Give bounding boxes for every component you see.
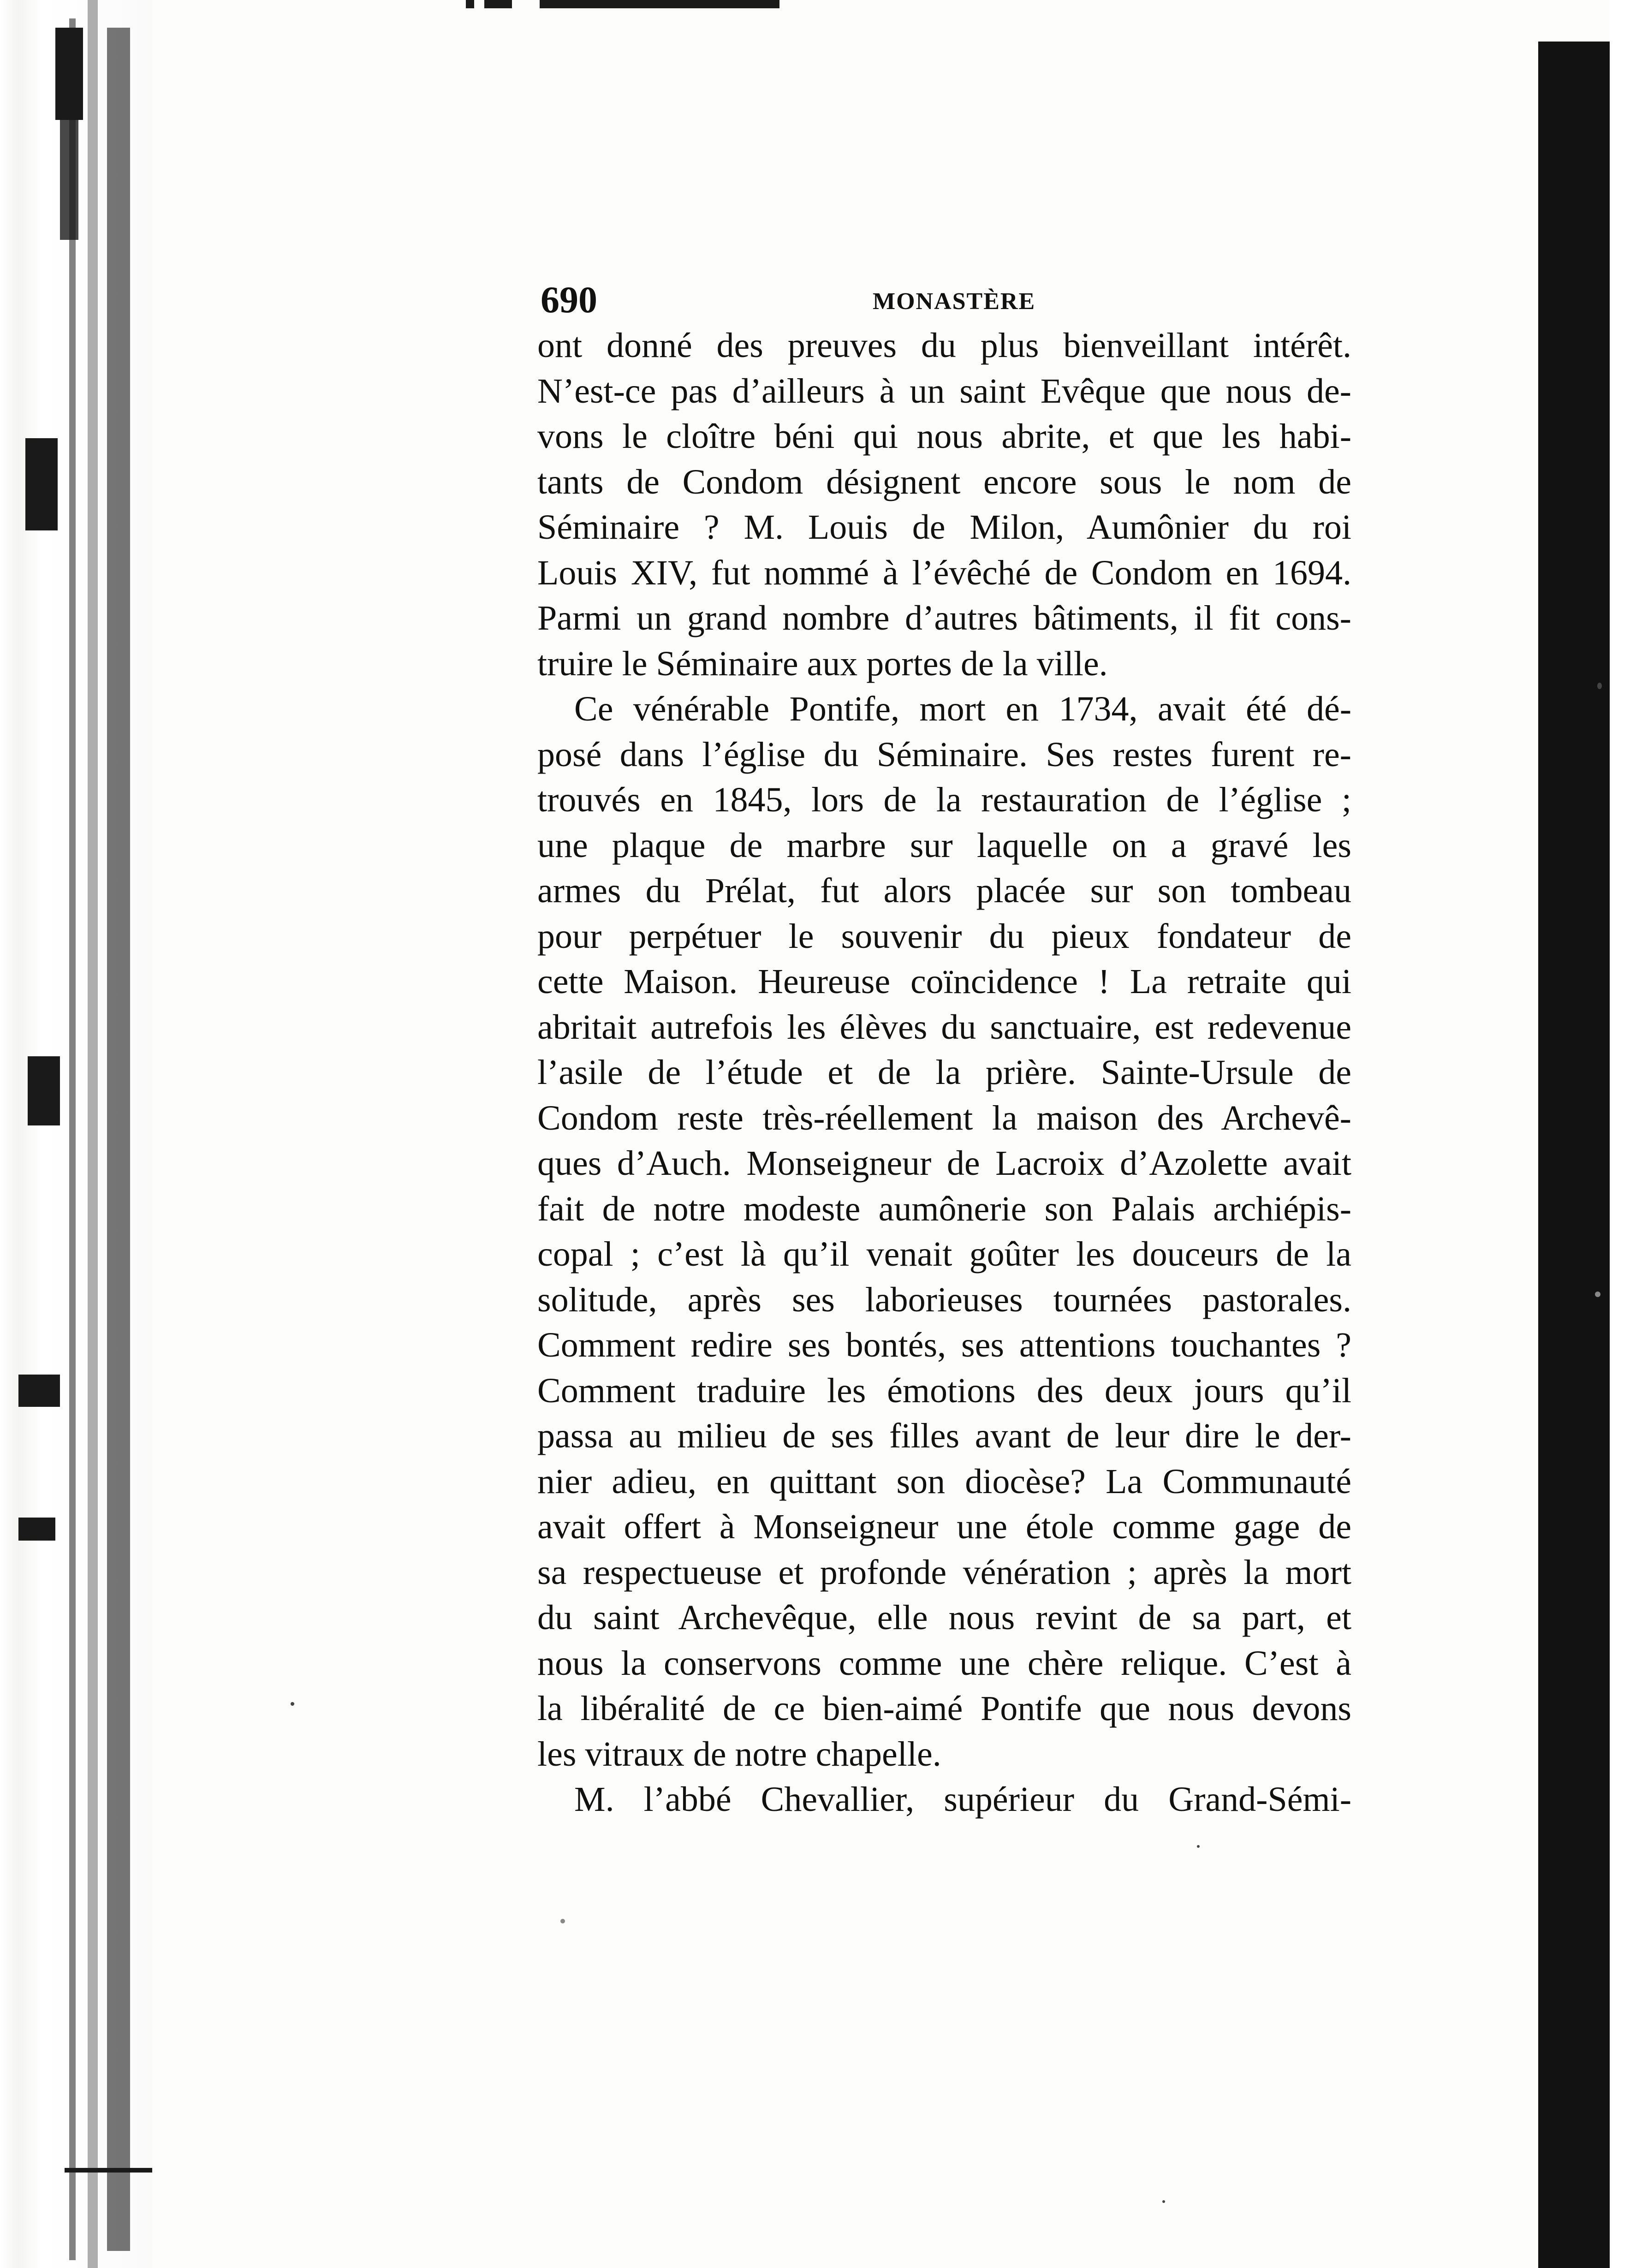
text-line: trouvés en 1845, lors de la restauration de l’église ; xyxy=(537,780,1351,819)
gutter-block xyxy=(65,2168,152,2173)
text-line: l’asile de l’étude et de la prière. Sainte-Ursule de xyxy=(537,1053,1351,1092)
text-line: armes du Prélat, fut alors placée sur son tombeau xyxy=(537,871,1351,910)
gutter-block xyxy=(60,120,78,240)
right-margin xyxy=(1610,0,1630,2268)
text-line: les vitraux de notre chapelle. xyxy=(537,1734,941,1774)
gutter-block xyxy=(18,1518,55,1541)
text-line: une plaque de marbre sur laquelle on a gravé les xyxy=(537,826,1351,865)
text-line: solitude, après ses laborieuses tournées pastorales. xyxy=(537,1280,1351,1319)
text-line: M. l’abbé Chevallier, supérieur du Grand-Sémi- xyxy=(574,1780,1351,1819)
scan-speck xyxy=(1197,1845,1200,1848)
page-number: 690 xyxy=(541,279,597,321)
text-line: fait de notre modeste aumônerie son Palais archiépis- xyxy=(537,1189,1351,1228)
text-line: posé dans l’église du Séminaire. Ses restes furent re- xyxy=(537,735,1351,774)
text-line: Séminaire ? M. Louis de Milon, Aumônier du roi xyxy=(537,508,1351,547)
text-line: abritait autrefois les élèves du sanctuaire, est redevenue xyxy=(537,1007,1351,1047)
text-line: Comment traduire les émotions des deux jours qu’il xyxy=(537,1371,1351,1410)
scan-speck xyxy=(1597,683,1602,689)
scan-speck xyxy=(560,1919,565,1923)
scan-speck xyxy=(1162,2200,1165,2203)
top-scan-mark xyxy=(484,0,512,8)
text-line: pour perpétuer le souvenir du pieux fondateur de xyxy=(537,917,1351,956)
running-title: MONASTÈRE xyxy=(873,288,1036,315)
text-line: copal ; c’est là qu’il venait goûter les douceurs de la xyxy=(537,1235,1351,1274)
text-line: du saint Archevêque, elle nous revint de sa part, et xyxy=(537,1598,1351,1637)
text-line: cette Maison. Heureuse coïncidence ! La retraite qui xyxy=(537,962,1351,1001)
gutter-block xyxy=(55,28,83,120)
gutter-line xyxy=(88,0,98,2268)
text-line: sa respectueuse et profonde vénération ; après la mort xyxy=(537,1553,1351,1592)
text-line: passa au milieu de ses filles avant de leur dire le der- xyxy=(537,1417,1351,1455)
gutter-line xyxy=(69,18,76,2260)
scan-speck xyxy=(291,1702,294,1706)
text-line: nous la conservons comme une chère relique. C’est à xyxy=(537,1643,1351,1683)
text-line: vons le cloître béni qui nous abrite, et que les habi- xyxy=(537,417,1351,456)
gutter-line xyxy=(107,28,130,2251)
text-line: Comment redire ses bontés, ses attentions touchantes ? xyxy=(537,1326,1351,1364)
text-line: tants de Condom désignent encore sous le nom de xyxy=(537,462,1351,501)
text-line: Parmi un grand nombre d’autres bâtiments, il fit cons- xyxy=(537,599,1351,637)
top-scan-mark xyxy=(466,0,474,8)
text-line: nier adieu, en quittant son diocèse? La Communauté xyxy=(537,1462,1351,1501)
body-text xyxy=(537,323,1351,1822)
text-line: Ce vénérable Pontife, mort en 1734, avait été dé- xyxy=(574,690,1351,728)
left-binding-gutter xyxy=(0,0,152,2268)
text-line: Condom reste très-réellement la maison des Archevê- xyxy=(537,1098,1351,1137)
text-line: la libéralité de ce bien-aimé Pontife que nous devons xyxy=(537,1689,1351,1728)
right-binding-edge xyxy=(1538,42,1610,2268)
top-scan-mark xyxy=(540,0,779,8)
text-line: N’est-ce pas d’ailleurs à un saint Evêque que nous de- xyxy=(537,371,1351,411)
text-line: truire le Séminaire aux portes de la ville. xyxy=(537,644,1108,683)
text-line: ques d’Auch. Monseigneur de Lacroix d’Azolette avait xyxy=(537,1144,1351,1183)
gutter-block xyxy=(28,1056,60,1125)
gutter-block xyxy=(18,1375,60,1407)
text-line: ont donné des preuves du plus bienveillant intérêt. xyxy=(537,326,1351,365)
scan-speck xyxy=(1595,1292,1600,1297)
gutter-block xyxy=(25,438,58,530)
text-line: Louis XIV, fut nommé à l’évêché de Condom en 1694. xyxy=(537,553,1351,592)
text-line: avait offert à Monseigneur une étole comme gage de xyxy=(537,1507,1351,1546)
page-header xyxy=(541,277,1350,323)
